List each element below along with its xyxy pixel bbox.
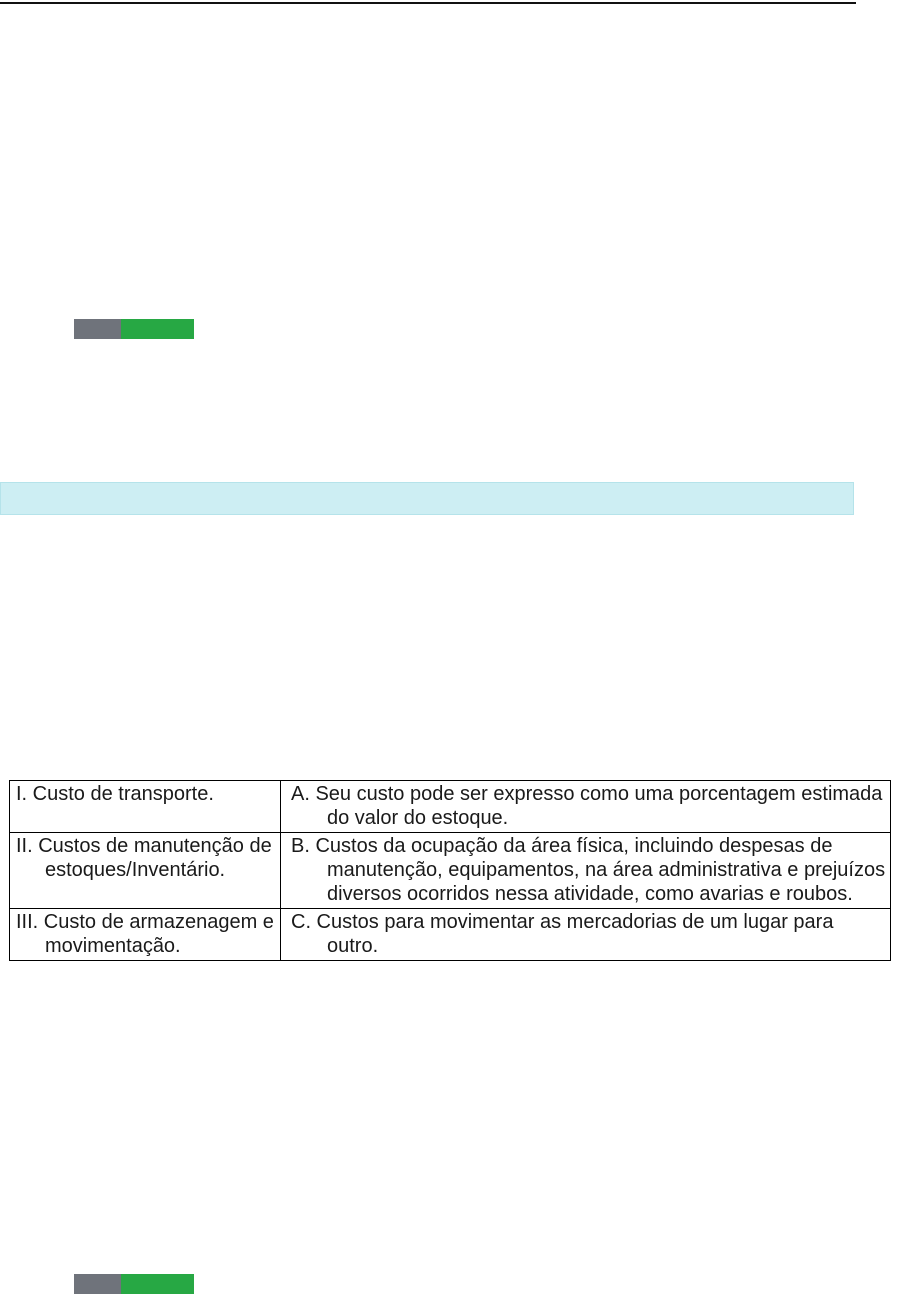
item-right-c: C. Custos para movimentar as mercadorias de um lugar para outro.	[291, 911, 834, 957]
table-cell-left	[10, 909, 281, 961]
item-right-a: A. Seu custo pode ser expresso como uma porcentagem estimada do valor do estoque.	[291, 783, 883, 829]
cost-matching-table	[9, 780, 891, 961]
table-cell-left	[10, 781, 281, 833]
item-left-3: III. Custo de armazenagem e movimentação.	[16, 911, 274, 957]
item-left-2: II. Custos de manutenção de estoques/Inventário.	[16, 835, 272, 881]
table-row	[10, 781, 891, 833]
tag-bar-green-segment	[121, 1274, 194, 1294]
item-left-1: I. Custo de transporte.	[16, 783, 214, 805]
tag-bar-top	[74, 319, 194, 339]
tag-bar-gray-segment	[74, 1274, 121, 1294]
tag-bar-green-segment	[121, 319, 194, 339]
item-right-b: B. Custos da ocupação da área física, incluindo despesas de manutenção, equipamentos, na área administrativa e prejuízos diversos ocorridos nessa atividade, como avarias e roubos.	[291, 835, 886, 905]
table-row	[10, 833, 891, 909]
table-row	[10, 909, 891, 961]
table-cell-left	[10, 833, 281, 909]
table-cell-right	[281, 909, 891, 961]
tag-bar-gray-segment	[74, 319, 121, 339]
table-cell-right	[281, 781, 891, 833]
top-divider	[0, 2, 856, 4]
tag-bar-bottom	[74, 1274, 194, 1294]
info-band	[0, 482, 854, 515]
table-cell-right	[281, 833, 891, 909]
